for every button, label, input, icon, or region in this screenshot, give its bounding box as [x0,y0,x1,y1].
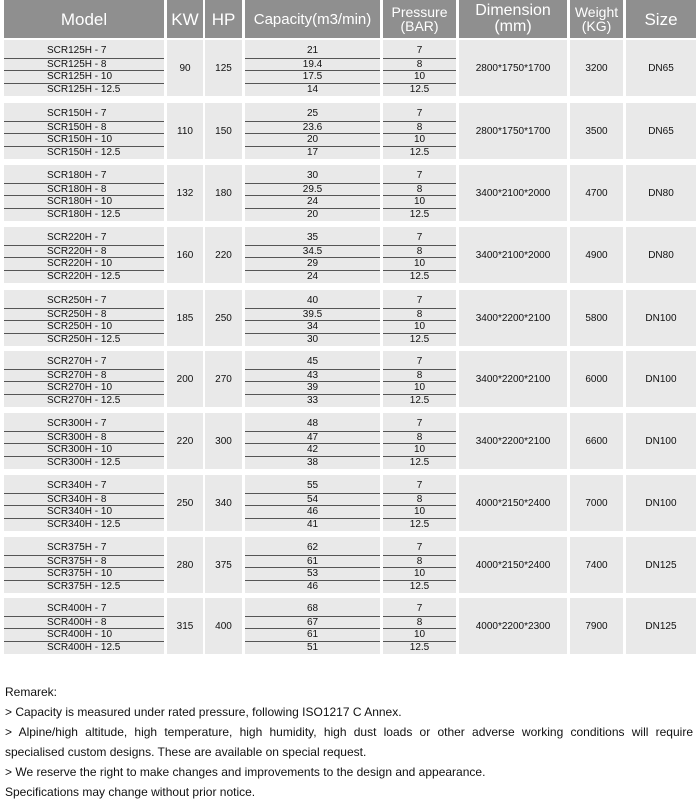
pressure-value: 10 [383,70,456,83]
model-name: SCR300H - 8 [4,431,164,444]
pressure-value: 12.5 [383,394,456,407]
dimension-value: 4000*2200*2300 [475,620,551,632]
capacity-value: 34 [245,320,380,333]
model-name: SCR220H - 10 [4,257,164,270]
model-name: SCR180H - 12.5 [4,208,164,221]
pressure-cell [383,165,456,221]
pressure-cell [383,351,456,407]
pressure-value: 7 [416,108,423,119]
weight-value: 4700 [585,187,608,199]
weight-cell [570,165,623,221]
hp-value: 220 [215,249,232,261]
pressure-value: 10 [383,381,456,394]
kw-value: 110 [177,125,193,137]
weight-cell [570,598,623,654]
weight-value: 5800 [585,312,608,324]
capacity-value: 20 [245,208,380,221]
capacity-value: 30 [245,333,380,346]
model-group [0,598,696,654]
pressure-value: 8 [383,121,456,134]
pressure-value: 12.5 [383,208,456,221]
pressure-cell [383,537,456,593]
pressure-cell [383,413,456,469]
pressure-value: 12.5 [383,580,456,593]
table-header [0,0,696,38]
remark-line-2: > Alpine/high altitude, high temperature, high humidity, high dust loads or other adverse working conditions will require [5,725,693,739]
model-name: SCR340H - 12.5 [4,518,164,531]
capacity-value: 17 [245,146,380,159]
model-name: SCR400H - 8 [4,616,164,629]
dimension-value: 3400*2200*2100 [475,435,551,447]
model-name: SCR150H - 12.5 [4,146,164,159]
capacity-value: 53 [245,567,380,580]
model-group [0,537,696,593]
model-group [0,475,696,531]
header-pressure: Pressure (BAR) [383,0,456,38]
capacity-value: 20 [245,133,380,146]
remark-line-1: > Capacity is measured under rated pressure, following ISO1217 C Annex. [5,705,402,719]
capacity-value: 51 [245,641,380,654]
capacity-cell [245,351,380,407]
hp-value: 180 [215,187,232,199]
pressure-cell [383,475,456,531]
weight-value: 7900 [585,620,608,632]
size-value: DN100 [645,435,677,447]
hp-value: 125 [215,62,232,74]
hp-cell [205,413,242,469]
kw-value: 90 [179,62,191,74]
model-cell [4,413,164,469]
hp-cell [205,227,242,283]
pressure-value: 7 [416,45,423,56]
hp-cell [205,475,242,531]
capacity-cell [245,290,380,346]
hp-value: 270 [215,373,232,385]
model-group [0,165,696,221]
size-cell [626,598,696,654]
model-name: SCR400H - 10 [4,628,164,641]
pressure-value: 8 [383,431,456,444]
hp-cell [205,103,242,159]
capacity-value: 33 [245,394,380,407]
model-name: SCR220H - 7 [47,232,107,243]
model-name: SCR250H - 7 [47,295,107,306]
capacity-value: 45 [306,356,319,367]
dimension-cell [459,413,567,469]
pressure-value: 7 [416,480,423,491]
capacity-value: 23.6 [245,121,380,134]
model-name: SCR180H - 10 [4,195,164,208]
capacity-value: 38 [245,456,380,469]
capacity-value: 54 [245,493,380,506]
capacity-value: 48 [306,418,319,429]
model-name: SCR150H - 8 [4,121,164,134]
kw-cell [167,413,203,469]
capacity-value: 61 [245,555,380,568]
hp-cell [205,165,242,221]
remarks-title: Remarek: [5,685,58,699]
pressure-value: 10 [383,443,456,456]
model-name: SCR180H - 8 [4,183,164,196]
model-name: SCR125H - 7 [47,45,107,56]
pressure-value: 8 [383,555,456,568]
pressure-value: 8 [383,369,456,382]
pressure-value: 8 [383,493,456,506]
capacity-cell [245,413,380,469]
weight-cell [570,537,623,593]
remarks [5,682,693,802]
model-name: SCR375H - 8 [4,555,164,568]
hp-value: 400 [215,620,232,632]
kw-cell [167,290,203,346]
capacity-cell [245,40,380,96]
model-cell [4,40,164,96]
capacity-value: 24 [245,270,380,283]
dimension-value: 4000*2150*2400 [475,497,551,509]
size-cell [626,40,696,96]
model-name: SCR300H - 12.5 [4,456,164,469]
kw-value: 315 [176,620,194,632]
header-size: Size [626,0,696,38]
model-group [0,103,696,159]
pressure-value: 8 [383,308,456,321]
model-name: SCR340H - 8 [4,493,164,506]
capacity-cell [245,475,380,531]
kw-value: 220 [176,435,194,447]
capacity-cell [245,598,380,654]
model-group [0,227,696,283]
capacity-value: 30 [306,170,319,181]
weight-value: 6000 [585,373,608,385]
model-name: SCR300H - 10 [4,443,164,456]
model-cell [4,290,164,346]
remark-line-5: Specifications may change without prior notice. [5,785,256,799]
hp-value: 150 [215,125,232,137]
hp-cell [205,537,242,593]
model-name: SCR250H - 10 [4,320,164,333]
capacity-value: 47 [245,431,380,444]
pressure-value: 12.5 [383,641,456,654]
pressure-value: 7 [416,295,423,306]
weight-value: 7000 [585,497,608,509]
header-dimension: Dimension (mm) [459,0,567,38]
kw-value: 200 [176,373,194,385]
size-value: DN80 [648,249,674,261]
capacity-value: 40 [306,295,319,306]
model-name: SCR375H - 10 [4,567,164,580]
pressure-value: 10 [383,567,456,580]
size-value: DN100 [645,373,677,385]
pressure-value: 7 [416,170,423,181]
header-kw: KW [167,0,203,38]
pressure-value: 7 [416,232,423,243]
model-name: SCR180H - 7 [47,170,107,181]
weight-value: 3500 [585,125,608,137]
model-name: SCR270H - 7 [47,356,107,367]
hp-value: 375 [215,559,232,571]
model-cell [4,165,164,221]
model-name: SCR220H - 8 [4,245,164,258]
model-name: SCR375H - 12.5 [4,580,164,593]
kw-value: 185 [176,312,194,324]
capacity-value: 14 [245,83,380,96]
pressure-value: 8 [383,58,456,71]
model-name: SCR125H - 12.5 [4,83,164,96]
pressure-value: 8 [383,245,456,258]
weight-cell [570,290,623,346]
pressure-value: 12.5 [383,83,456,96]
capacity-value: 35 [306,232,319,243]
size-cell [626,103,696,159]
model-group [0,40,696,96]
dimension-value: 2800*1750*1700 [475,125,551,137]
pressure-value: 8 [383,183,456,196]
model-cell [4,537,164,593]
model-cell [4,475,164,531]
hp-cell [205,598,242,654]
remark-line-3: specialised custom designs. These are available on special request. [5,745,367,759]
model-name: SCR400H - 12.5 [4,641,164,654]
dimension-cell [459,475,567,531]
kw-cell [167,103,203,159]
capacity-value: 24 [245,195,380,208]
model-name: SCR150H - 7 [47,108,107,119]
pressure-value: 12.5 [383,456,456,469]
model-name: SCR300H - 7 [47,418,107,429]
weight-value: 6600 [585,435,608,447]
model-group [0,413,696,469]
weight-cell [570,351,623,407]
dimension-cell [459,227,567,283]
capacity-value: 21 [306,45,319,56]
hp-cell [205,40,242,96]
hp-value: 250 [215,312,232,324]
size-value: DN100 [645,312,677,324]
model-group [0,351,696,407]
pressure-value: 10 [383,320,456,333]
pressure-cell [383,40,456,96]
model-name: SCR375H - 7 [47,542,107,553]
size-cell [626,227,696,283]
size-value: DN80 [648,187,674,199]
hp-value: 300 [215,435,232,447]
dimension-cell [459,290,567,346]
hp-cell [205,351,242,407]
model-name: SCR340H - 10 [4,505,164,518]
dimension-cell [459,537,567,593]
kw-value: 250 [176,497,194,509]
header-hp: HP [205,0,242,38]
model-name: SCR250H - 8 [4,308,164,321]
kw-cell [167,537,203,593]
dimension-value: 4000*2150*2400 [475,559,551,571]
pressure-value: 8 [383,616,456,629]
capacity-value: 46 [245,505,380,518]
kw-cell [167,165,203,221]
weight-cell [570,475,623,531]
size-value: DN65 [648,62,674,74]
capacity-cell [245,537,380,593]
capacity-value: 67 [245,616,380,629]
dimension-cell [459,103,567,159]
remark-line-4: > We reserve the right to make changes and improvements to the design and appearance. [5,765,486,779]
dimension-value: 2800*1750*1700 [475,62,551,74]
header-model: Model [4,0,164,38]
kw-cell [167,227,203,283]
capacity-value: 43 [245,369,380,382]
kw-value: 132 [176,187,194,199]
dimension-cell [459,40,567,96]
size-cell [626,475,696,531]
capacity-value: 68 [306,603,319,614]
pressure-value: 10 [383,628,456,641]
pressure-value: 7 [416,356,423,367]
dimension-cell [459,351,567,407]
weight-value: 3200 [585,62,608,74]
model-name: SCR340H - 7 [47,480,107,491]
weight-cell [570,40,623,96]
size-value: DN65 [648,125,674,137]
kw-value: 280 [176,559,194,571]
capacity-value: 17.5 [245,70,380,83]
capacity-value: 25 [306,108,319,119]
capacity-cell [245,227,380,283]
dimension-value: 3400*2100*2000 [475,187,551,199]
hp-cell [205,290,242,346]
capacity-value: 55 [306,480,319,491]
size-cell [626,413,696,469]
capacity-value: 61 [245,628,380,641]
size-cell [626,165,696,221]
pressure-value: 10 [383,505,456,518]
pressure-cell [383,103,456,159]
size-cell [626,537,696,593]
pressure-cell [383,227,456,283]
capacity-value: 46 [245,580,380,593]
pressure-value: 10 [383,195,456,208]
model-name: SCR125H - 10 [4,70,164,83]
capacity-value: 62 [306,542,319,553]
dimension-value: 3400*2100*2000 [475,249,551,261]
capacity-value: 39 [245,381,380,394]
pressure-value: 10 [383,257,456,270]
pressure-cell [383,290,456,346]
pressure-value: 7 [416,418,423,429]
model-name: SCR270H - 10 [4,381,164,394]
pressure-value: 12.5 [383,518,456,531]
kw-cell [167,351,203,407]
pressure-value: 12.5 [383,146,456,159]
pressure-value: 7 [416,542,423,553]
kw-cell [167,475,203,531]
weight-cell [570,103,623,159]
capacity-value: 29 [245,257,380,270]
size-cell [626,290,696,346]
capacity-value: 34.5 [245,245,380,258]
model-name: SCR400H - 7 [47,603,107,614]
size-value: DN125 [645,559,677,571]
dimension-value: 3400*2200*2100 [475,373,551,385]
weight-value: 4900 [585,249,608,261]
model-cell [4,598,164,654]
dimension-cell [459,598,567,654]
size-value: DN100 [645,497,677,509]
pressure-cell [383,598,456,654]
pressure-value: 12.5 [383,270,456,283]
size-value: DN125 [645,620,677,632]
dimension-cell [459,165,567,221]
model-cell [4,351,164,407]
weight-cell [570,227,623,283]
weight-cell [570,413,623,469]
dimension-value: 3400*2200*2100 [475,312,551,324]
header-capacity: Capacity(m3/min) [245,0,380,38]
capacity-cell [245,103,380,159]
capacity-value: 41 [245,518,380,531]
model-name: SCR270H - 8 [4,369,164,382]
kw-value: 160 [176,249,194,261]
pressure-value: 12.5 [383,333,456,346]
pressure-value: 10 [383,133,456,146]
model-name: SCR125H - 8 [4,58,164,71]
size-cell [626,351,696,407]
model-name: SCR220H - 12.5 [4,270,164,283]
weight-value: 7400 [585,559,608,571]
model-cell [4,227,164,283]
model-group [0,290,696,346]
capacity-cell [245,165,380,221]
model-name: SCR150H - 10 [4,133,164,146]
kw-cell [167,598,203,654]
model-cell [4,103,164,159]
hp-value: 340 [215,497,232,509]
capacity-value: 42 [245,443,380,456]
header-weight: Weight (KG) [570,0,623,38]
capacity-value: 29.5 [245,183,380,196]
model-name: SCR270H - 12.5 [4,394,164,407]
capacity-value: 39.5 [245,308,380,321]
pressure-value: 7 [416,603,423,614]
kw-cell [167,40,203,96]
capacity-value: 19.4 [245,58,380,71]
model-name: SCR250H - 12.5 [4,333,164,346]
